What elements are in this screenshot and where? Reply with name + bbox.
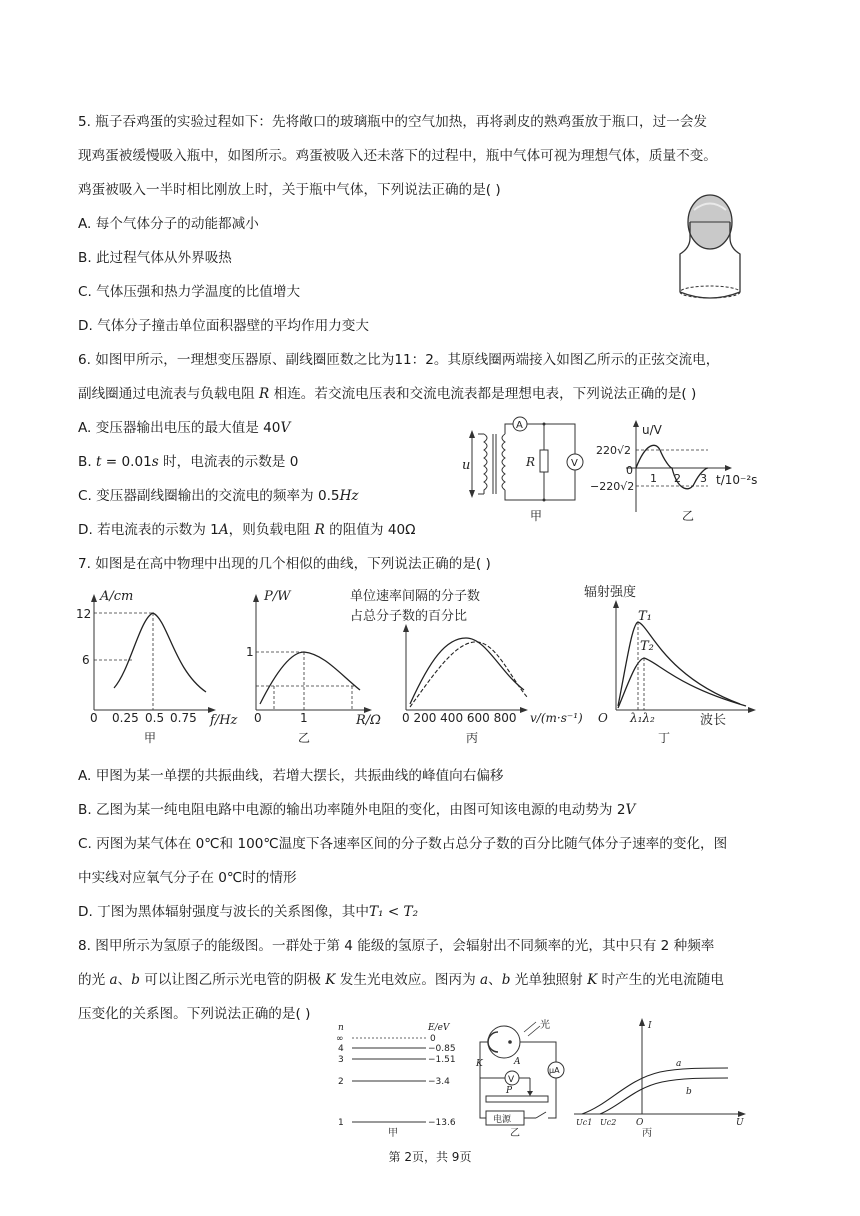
- q5-option-c: C. 气体压强和热力学温度的比值增大: [78, 284, 301, 300]
- svg-text:∞: ∞: [336, 1034, 344, 1044]
- q5-option-a: A. 每个气体分子的动能都减小: [78, 216, 259, 232]
- caption-jia: 甲: [530, 509, 543, 523]
- svg-text:6: 6: [82, 653, 90, 667]
- q6-figure: [460, 412, 790, 530]
- q6-option-d: D. 若电流表的示数为 1A，则负载电阻 R 的阻值为 40Ω: [78, 522, 416, 538]
- q5-option-b: B. 此过程气体从外界吸热: [78, 250, 232, 266]
- svg-text:A: A: [516, 420, 523, 431]
- caption-yi: 乙: [298, 731, 311, 745]
- svg-text:−1.51: −1.51: [428, 1055, 456, 1065]
- svg-text:光: 光: [540, 1020, 550, 1031]
- caption-jia: 甲: [388, 1128, 398, 1139]
- bottle-egg-figure: [670, 192, 750, 304]
- q8-line1: 8. 图甲所示为氢原子的能级图。一群处于第 4 能级的氢原子，会辐射出不同频率的光，其中只有 2 种频率: [78, 938, 715, 954]
- svg-text:R/Ω: R/Ω: [356, 713, 381, 728]
- svg-text:R: R: [526, 455, 536, 469]
- caption-bing: 丙: [642, 1128, 652, 1139]
- q5-line2: 现鸡蛋被缓慢吸入瓶中，如图所示。鸡蛋被吸入还未落下的过程中，瓶中气体可视为理想气体，质量不变。: [78, 148, 717, 164]
- svg-text:220√2: 220√2: [596, 444, 632, 457]
- svg-text:0: 0: [626, 464, 633, 477]
- svg-text:O: O: [598, 711, 608, 725]
- svg-text:Uc2: Uc2: [600, 1118, 617, 1127]
- svg-text:1: 1: [650, 472, 657, 485]
- svg-text:−3.4: −3.4: [428, 1077, 450, 1087]
- photoelectric-circuit: [475, 1018, 564, 1139]
- svg-text:0: 0: [254, 711, 262, 725]
- svg-text:V: V: [571, 458, 578, 469]
- q7-option-d: D. 丁图为黑体辐射强度与波长的关系图像，其中T₁ < T₂: [78, 904, 419, 920]
- q7-option-a: A. 甲图为某一单摆的共振曲线，若增大摆长，共振曲线的峰值向右偏移: [78, 768, 504, 784]
- q5-line3: 鸡蛋被吸入一半时相比刚放上时，关于瓶中气体，下列说法正确的是( ): [78, 182, 501, 198]
- svg-text:单位速率间隔的分子数: 单位速率间隔的分子数: [350, 589, 481, 604]
- svg-text:3: 3: [338, 1055, 344, 1065]
- svg-text:u/V: u/V: [642, 423, 662, 437]
- q7-option-b: B. 乙图为某一纯电阻电路中电源的输出功率随外电阻的变化，由图可知该电源的电动势为 2V: [78, 802, 636, 818]
- svg-text:V: V: [508, 1075, 515, 1085]
- page-footer: 第 2页，共 9页: [388, 1150, 472, 1164]
- energy-level-diagram: [336, 1023, 456, 1139]
- transformer-circuit: [462, 417, 583, 523]
- svg-text:A: A: [514, 1057, 521, 1067]
- q6-option-a: A. 变压器输出电压的最大值是 40V: [78, 420, 291, 436]
- svg-text:λ₁λ₂: λ₁λ₂: [630, 711, 655, 725]
- svg-text:O: O: [636, 1118, 644, 1128]
- q7-option-c-line1: C. 丙图为某气体在 0℃和 100℃温度下各速率区间的分子数占总分子数的百分比随气体分子速率的变化，图: [78, 836, 728, 852]
- svg-text:n: n: [338, 1023, 344, 1033]
- svg-text:0: 0: [90, 711, 98, 725]
- svg-text:1: 1: [338, 1118, 344, 1128]
- svg-text:b: b: [686, 1087, 692, 1097]
- svg-text:P/W: P/W: [264, 589, 291, 604]
- svg-text:辐射强度: 辐射强度: [584, 585, 637, 600]
- svg-text:占总分子数的百分比: 占总分子数的百分比: [350, 609, 468, 624]
- svg-text:4: 4: [338, 1044, 344, 1054]
- caption-yi: 乙: [682, 509, 695, 523]
- q7-figures: [70, 580, 790, 748]
- svg-text:Uc1: Uc1: [576, 1118, 593, 1127]
- svg-text:0: 0: [430, 1034, 436, 1044]
- svg-text:t/10⁻²s: t/10⁻²s: [716, 473, 758, 487]
- molecular-speed-graph: [350, 588, 583, 745]
- svg-text:T₂: T₂: [640, 639, 654, 654]
- q8-figures: [330, 1014, 760, 1140]
- resonance-graph: [76, 589, 238, 745]
- rheostat-icon: [486, 1096, 548, 1102]
- svg-text:T₁: T₁: [638, 609, 652, 624]
- svg-text:f/Hz: f/Hz: [210, 713, 238, 728]
- q5-line1: 5. 瓶子吞鸡蛋的实验过程如下：先将敞口的玻璃瓶中的空气加热，再将剥皮的熟鸡蛋放于瓶口，过一会发: [78, 114, 708, 130]
- blackbody-radiation-graph: [584, 584, 756, 745]
- svg-text:P: P: [506, 1086, 513, 1096]
- svg-text:12: 12: [76, 607, 92, 621]
- phototube-icon: [488, 1026, 520, 1058]
- q6-line2: 副线圈通过电流表与负载电阻 R 相连。若交流电压表和交流电流表都是理想电表，下列说法正确的是( ): [78, 386, 697, 402]
- svg-text:μA: μA: [549, 1066, 560, 1075]
- svg-text:0.25: 0.25: [112, 711, 139, 725]
- svg-text:−13.6: −13.6: [428, 1118, 456, 1128]
- svg-text:0.75: 0.75: [170, 711, 197, 725]
- svg-text:−220√2: −220√2: [590, 480, 635, 493]
- svg-text:0.5: 0.5: [145, 711, 165, 725]
- q8-line3: 压变化的关系图。下列说法正确的是( ): [78, 1006, 311, 1022]
- svg-text:电源: 电源: [493, 1115, 512, 1125]
- svg-text:3: 3: [700, 472, 707, 485]
- svg-text:E/eV: E/eV: [428, 1023, 450, 1033]
- svg-text:波长: 波长: [700, 713, 727, 728]
- svg-text:2: 2: [338, 1077, 344, 1087]
- svg-text:2: 2: [674, 472, 681, 485]
- caption-bing: 丙: [466, 731, 479, 745]
- svg-text:a: a: [676, 1059, 682, 1069]
- resistor-icon: [540, 450, 548, 472]
- svg-text:0 200 400 600 800: 0 200 400 600 800: [402, 711, 517, 725]
- svg-text:v/(m·s⁻¹): v/(m·s⁻¹): [530, 711, 583, 725]
- q7-option-c-line2: 中实线对应氧气分子在 0℃时的情形: [78, 870, 297, 886]
- svg-text:U: U: [736, 1118, 744, 1128]
- q6-option-b: B. t = 0.01s 时，电流表的示数是 0: [78, 454, 299, 470]
- q5-option-d: D. 气体分子撞击单位面积器壁的平均作用力变大: [78, 318, 369, 334]
- svg-text:1: 1: [246, 645, 254, 659]
- caption-yi: 乙: [510, 1128, 520, 1139]
- u-label: u: [462, 458, 471, 473]
- q6-option-c: C. 变压器副线圈输出的交流电的频率为 0.5Hz: [78, 488, 359, 504]
- svg-text:−0.85: −0.85: [428, 1044, 456, 1054]
- svg-text:A/cm: A/cm: [100, 589, 134, 604]
- q8-line2: 的光 a、b 可以让图乙所示光电管的阴极 K 发生光电效应。图丙为 a、b 光单独照射 K 时产生的光电流随电: [78, 972, 724, 988]
- svg-text:I: I: [648, 1021, 652, 1031]
- photocurrent-graph: [574, 1018, 746, 1139]
- caption-ding: 丁: [658, 731, 671, 745]
- svg-text:1: 1: [300, 711, 308, 725]
- svg-text:K: K: [476, 1059, 483, 1069]
- q7-line1: 7. 如图是在高中物理中出现的几个相似的曲线，下列说法正确的是( ): [78, 556, 491, 572]
- caption-jia: 甲: [144, 731, 157, 745]
- ac-voltage-graph: [590, 420, 757, 523]
- q6-line1: 6. 如图甲所示，一理想变压器原、副线圈匝数之比为11：2。其原线圈两端接入如图乙所示的正弦交流电，: [78, 352, 720, 368]
